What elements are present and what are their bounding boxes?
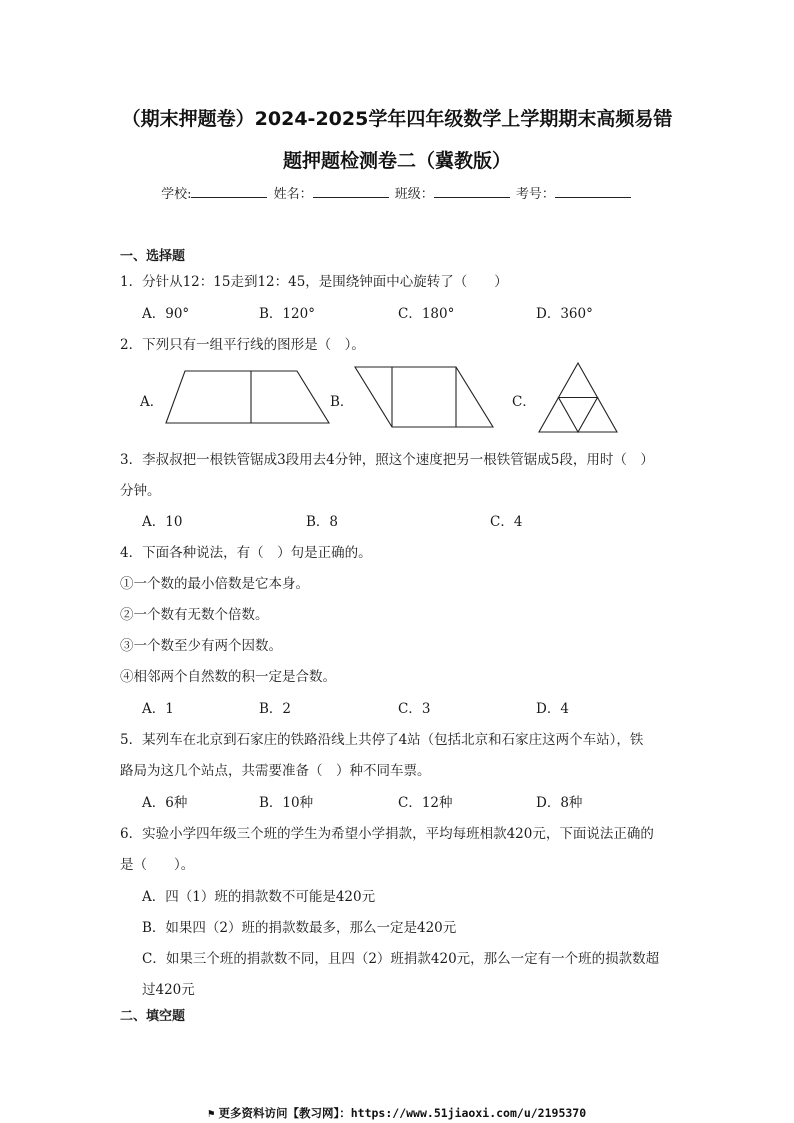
question-3-option-a[interactable]: A．10: [142, 514, 183, 530]
question-3-stem-line-2: 分钟。: [120, 483, 161, 499]
question-6-stem-line-2: 是（ ）。: [120, 857, 195, 873]
question-5-option-a[interactable]: A．6种: [142, 795, 188, 811]
footer-banner: [0, 1105, 794, 1121]
school-blank[interactable]: [191, 185, 267, 198]
question-5-option-c[interactable]: C．12种: [398, 795, 453, 811]
exam-no-label: 考号：: [515, 187, 555, 202]
question-6-option-c-line-1[interactable]: C．如果三个班的捐款数不同，且四（2）班捐款420元，那么一定有一个班的损款数超: [142, 951, 660, 967]
class-blank[interactable]: [434, 185, 510, 198]
exam-no-blank[interactable]: [555, 185, 631, 198]
question-4-stem: 4．下面各种说法，有（ ）句是正确的。: [120, 545, 372, 561]
section-title-choice: 一、选择题: [120, 249, 186, 264]
question-3-option-b[interactable]: B．8: [306, 514, 339, 530]
question-1-option-b[interactable]: B．120°: [259, 306, 315, 322]
title-line-1: （期末押题卷）2024-2025学年四年级数学上学期期末高频易错: [121, 108, 673, 130]
question-6-option-b[interactable]: B．如果四（2）班的捐款数最多，那么一定是420元: [142, 920, 457, 936]
question-5-stem-line-1: 5．某列车在北京到石家庄的铁路沿线上共停了4站（包括北京和石家庄这两个车站），铁: [120, 732, 644, 748]
question-4-option-d[interactable]: D．4: [536, 701, 569, 717]
question-5-option-b[interactable]: B．10种: [259, 795, 314, 811]
question-4-option-c[interactable]: C．3: [398, 701, 431, 717]
trapezoid-figure: [165, 370, 330, 424]
question-1-option-a[interactable]: A．90°: [142, 306, 190, 322]
section-title-fill-blank: 二、填空题: [120, 1009, 186, 1024]
question-4-statement-2: ②一个数有无数个倍数。: [120, 607, 269, 623]
question-6-stem-line-1: 6．实验小学四年级三个班的学生为希望小学捐款，平均每班相款420元，下面说法正确的: [120, 826, 654, 842]
question-4-statement-4: ④相邻两个自然数的积一定是合数。: [120, 669, 336, 685]
question-6-option-c-line-2[interactable]: 过420元: [142, 982, 195, 998]
question-2-option-b[interactable]: B．: [330, 394, 354, 410]
class-label: 班级：: [394, 187, 434, 202]
question-2-stem: 2．下列只有一组平行线的图形是（ ）。: [120, 337, 365, 353]
question-5-stem-line-2: 路局为这几个站点，共需要准备（ ）种不同车票。: [120, 763, 431, 779]
question-4-statement-3: ③一个数至少有两个因数。: [120, 638, 282, 654]
question-4-option-a[interactable]: A．1: [142, 701, 174, 717]
question-1-option-d[interactable]: D．360°: [536, 306, 593, 322]
question-4-option-b[interactable]: B．2: [259, 701, 292, 717]
title-line-2: 题押题检测卷二（冀教版）: [282, 150, 511, 172]
name-label: 姓名：: [273, 187, 313, 202]
question-2-option-c[interactable]: C．: [512, 394, 536, 410]
question-3-stem-line-1: 3．李叔叔把一根铁管锯成3段用去4分钟，照这个速度把另一根铁管锯成5段，用时（ ）: [120, 452, 654, 468]
question-2-option-a[interactable]: A．: [140, 394, 164, 410]
question-1-stem: 1．分针从12：15走到12：45，是围绕钟面中心旋转了（ ）: [120, 274, 508, 290]
school-label: 学校:: [161, 187, 192, 202]
parallelogram-figure: [354, 366, 494, 428]
question-3-option-c[interactable]: C．4: [490, 514, 523, 530]
question-4-statement-1: ①一个数的最小倍数是它本身。: [120, 576, 309, 592]
student-info-row: [0, 183, 794, 202]
name-blank[interactable]: [313, 185, 389, 198]
question-5-option-d[interactable]: D．8种: [536, 795, 583, 811]
question-6-option-a[interactable]: A．四（1）班的捐款数不可能是420元: [142, 889, 376, 905]
footer-link[interactable]: 更多资料访问【教习网】：https://www.51jiaoxi.com/u/2195370: [218, 1106, 587, 1120]
triangle-figure: [538, 362, 618, 434]
flag-icon: ⚑: [207, 1107, 215, 1120]
question-1-option-c[interactable]: C．180°: [398, 306, 455, 322]
